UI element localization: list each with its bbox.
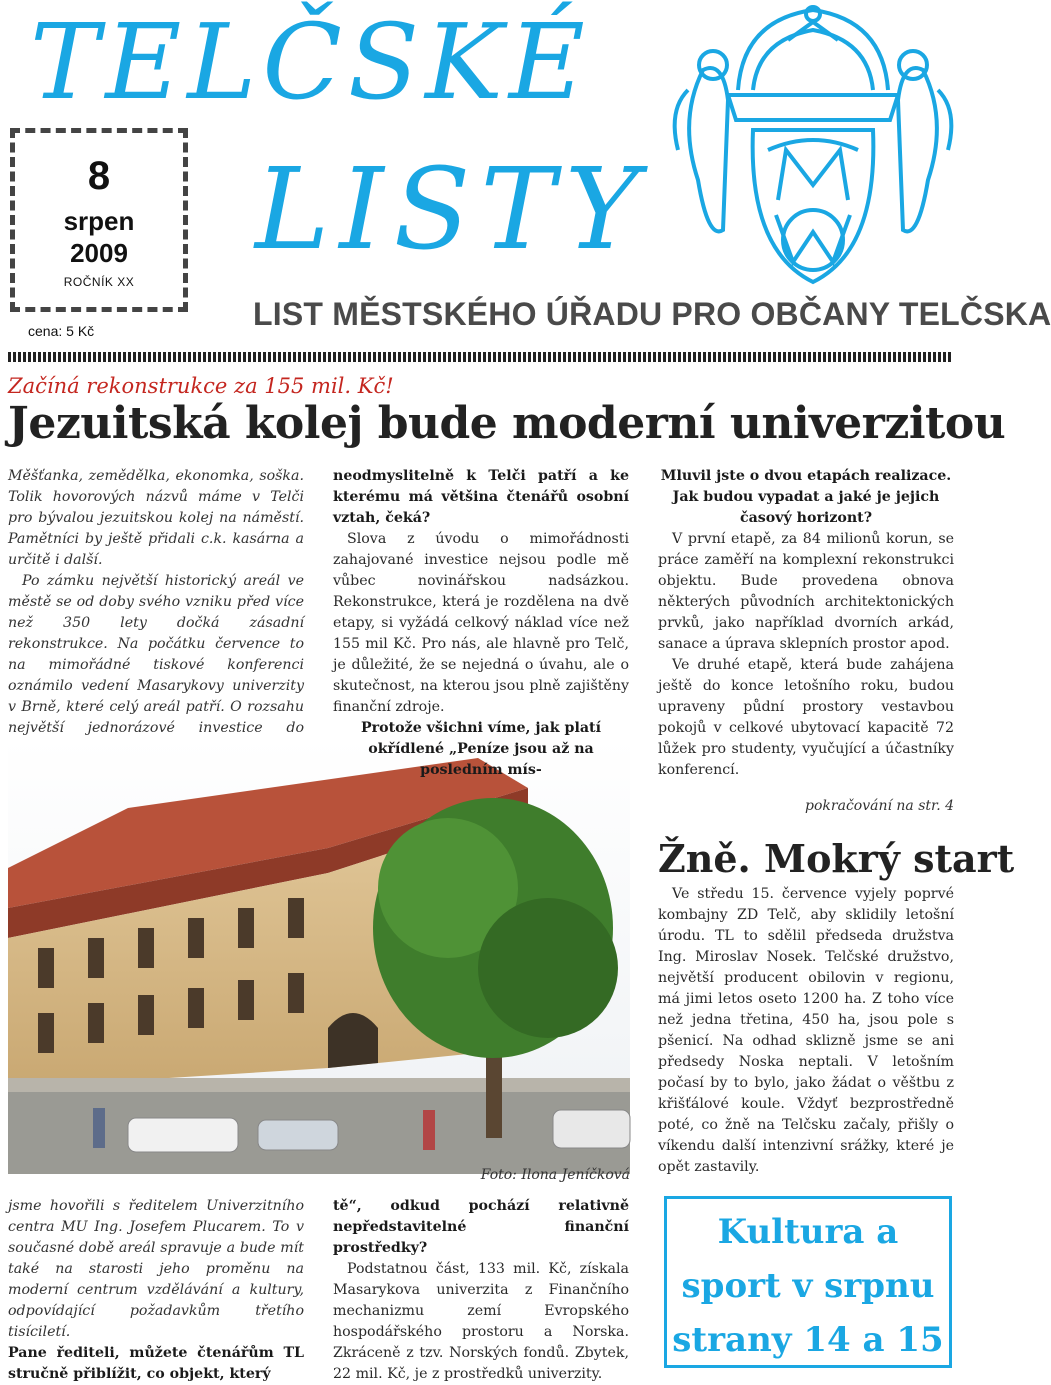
lead-answer-3a: V první etapě, za 84 milionů korun, se práce zaměří na komplexní rekonstrukci objektu. Bude provedena obnova některých původních architektonických prvků, jako například dvorních arkád, sanace a úprava sklepních prostor apod. (658, 531, 954, 652)
lead-question-1-cont: neodmyslitelně k Telči patří a ke kterému má většina čtenářů osobní vztah, čeká? (333, 468, 629, 526)
harvest-headline: Žně. Mokrý start (658, 836, 1015, 881)
lead-interview-intro: jsme hovořili s ředitelem Univerzitního centra MU Ing. Josefem Plucarem. To v současné době areál spravuje a bude mít také na starosti jeho proměnu na moderní centrum vzdělávání a kultury, odpovídající požadavkům třetího tisíciletí. (8, 1198, 304, 1340)
masthead-subtitle: LIST MĚSTSKÉHO ÚŘADU PRO OBČANY TELČSKA (253, 296, 1051, 332)
issue-year: 2009 (70, 238, 128, 268)
promo-line-3: strany 14 a 15 (672, 1320, 944, 1360)
masthead-title-line1: TELČSKÉ (30, 1, 591, 123)
continued-link[interactable]: pokračování na str. 4 (805, 798, 954, 814)
masthead-title-line2: LISTY (255, 145, 649, 275)
lead-question-2: Protože všichni víme, jak platí okřídlené „Peníze jsou až na posledním mís- (361, 720, 601, 778)
lead-column-2 (333, 466, 629, 781)
lead-kicker: Začíná rekonstrukce za 155 mil. Kč! (8, 374, 394, 398)
promo-line-2: sport v srpnu (681, 1266, 935, 1306)
harvest-paragraph: Ve středu 15. července vyjely poprvé kombajny ZD Telč, aby sklidily letošní úrodu. TL to sdělil předseda družstva Ing. Miroslav Nosek. Telčské družstvo, největší producent obilovin v regionu, má jimi letos oseto 1200 ha. Z toho více než jedna třetina, 450 ha, jsou pole s pšenicí. Na odhad sklizně jsme se ani předsedy Noska neptali. V letošním počasí by to bylo, jako žádat o věštbu z křišťálové koule. Vždyť bezprostředně poté, co žně na Telčsku začaly, přišly o víkendu další intenzivní srážky, které je opět zastavily. (658, 886, 954, 1175)
jesuit-college-photo (8, 738, 630, 1174)
issue-price: cena: 5 Kč (28, 323, 95, 339)
lead-column-3 (658, 466, 954, 781)
issue-number: 8 (87, 154, 111, 198)
lead-column-2-continued (333, 1196, 629, 1385)
lead-answer-2: Podstatnou část, 133 mil. Kč, získala Masarykova univerzita z Finančního mechanizmu zemí Evropského hospodářského prostoru a Norska. Zkráceně z tzv. Norských fondů. Zbytek, 22 mil. Kč, je z prostředků univerzity. (333, 1261, 629, 1382)
town-crest-logo (668, 0, 958, 290)
issue-date-box (10, 128, 188, 312)
harvest-article-body (658, 884, 954, 1178)
issue-volume: ROČNÍK XX (63, 275, 135, 289)
lead-answer-3b: Ve druhé etapě, která bude zahájena ještě do konce letošního roku, budou upraveny půdní prostory vestavbou pokojů v celkové ubytovací kapacitě 72 lůžek pro studenty, vyučující a účastníky konferencí. (658, 657, 954, 778)
lead-intro-paragraph: Měšťanka, zemědělka, ekonomka, soška. Tolik hovorových názvů máme v Telči pro bývalou jezuitskou kolej na náměstí. Pamětníci by ještě přidali c.k. kasárna a určitě i další. (8, 468, 304, 568)
promo-line-1: Kultura a (717, 1212, 899, 1252)
lead-question-2-cont: tě“, odkud pochází relativně nepředstavitelné finanční prostředky? (333, 1198, 629, 1256)
masthead-divider (8, 352, 952, 362)
culture-sport-promo-box[interactable] (664, 1196, 952, 1368)
photo-caption: Foto: Ilona Jeníčková (480, 1167, 630, 1183)
issue-month: srpen (63, 206, 135, 236)
lead-column-1-continued (8, 1196, 304, 1385)
lead-intro-paragraph-2: Po zámku největší historický areál ve městě se od doby svého vzniku před více než 350 lety dočká zásadní rekonstrukce. Na počátku července to na mimořádné tiskové konferenci oznámilo vedení Masarykovy univerzity v Brně, které celý areál patří. O rozsahu největší jednorázové investice do (8, 573, 304, 736)
lead-question-1: Pane řediteli, můžete čtenářům TL stručně přiblížit, co objekt, který (8, 1345, 304, 1382)
lead-column-1 (8, 466, 304, 760)
lead-answer-1: Slova z úvodu o mimořádnosti zahajované investice nejsou podle mě vůbec novinářskou nadsázkou. Rekonstrukce, která je rozdělena na dvě etapy, si vyžádá celkový náklad více než 155 mil Kč. Pro nás, ale hlavně pro Telč, je důležité, že se nejedná o úvahu, ale o skutečnost, na kterou jsou plně zajištěny finanční zdroje. (333, 531, 629, 715)
lead-headline: Jezuitská kolej bude moderní univerzitou (8, 398, 1006, 449)
lead-question-3: Mluvil jste o dvou etapách realizace. Jak budou vypadat a jaké je jejich časový horizont? (660, 468, 952, 526)
